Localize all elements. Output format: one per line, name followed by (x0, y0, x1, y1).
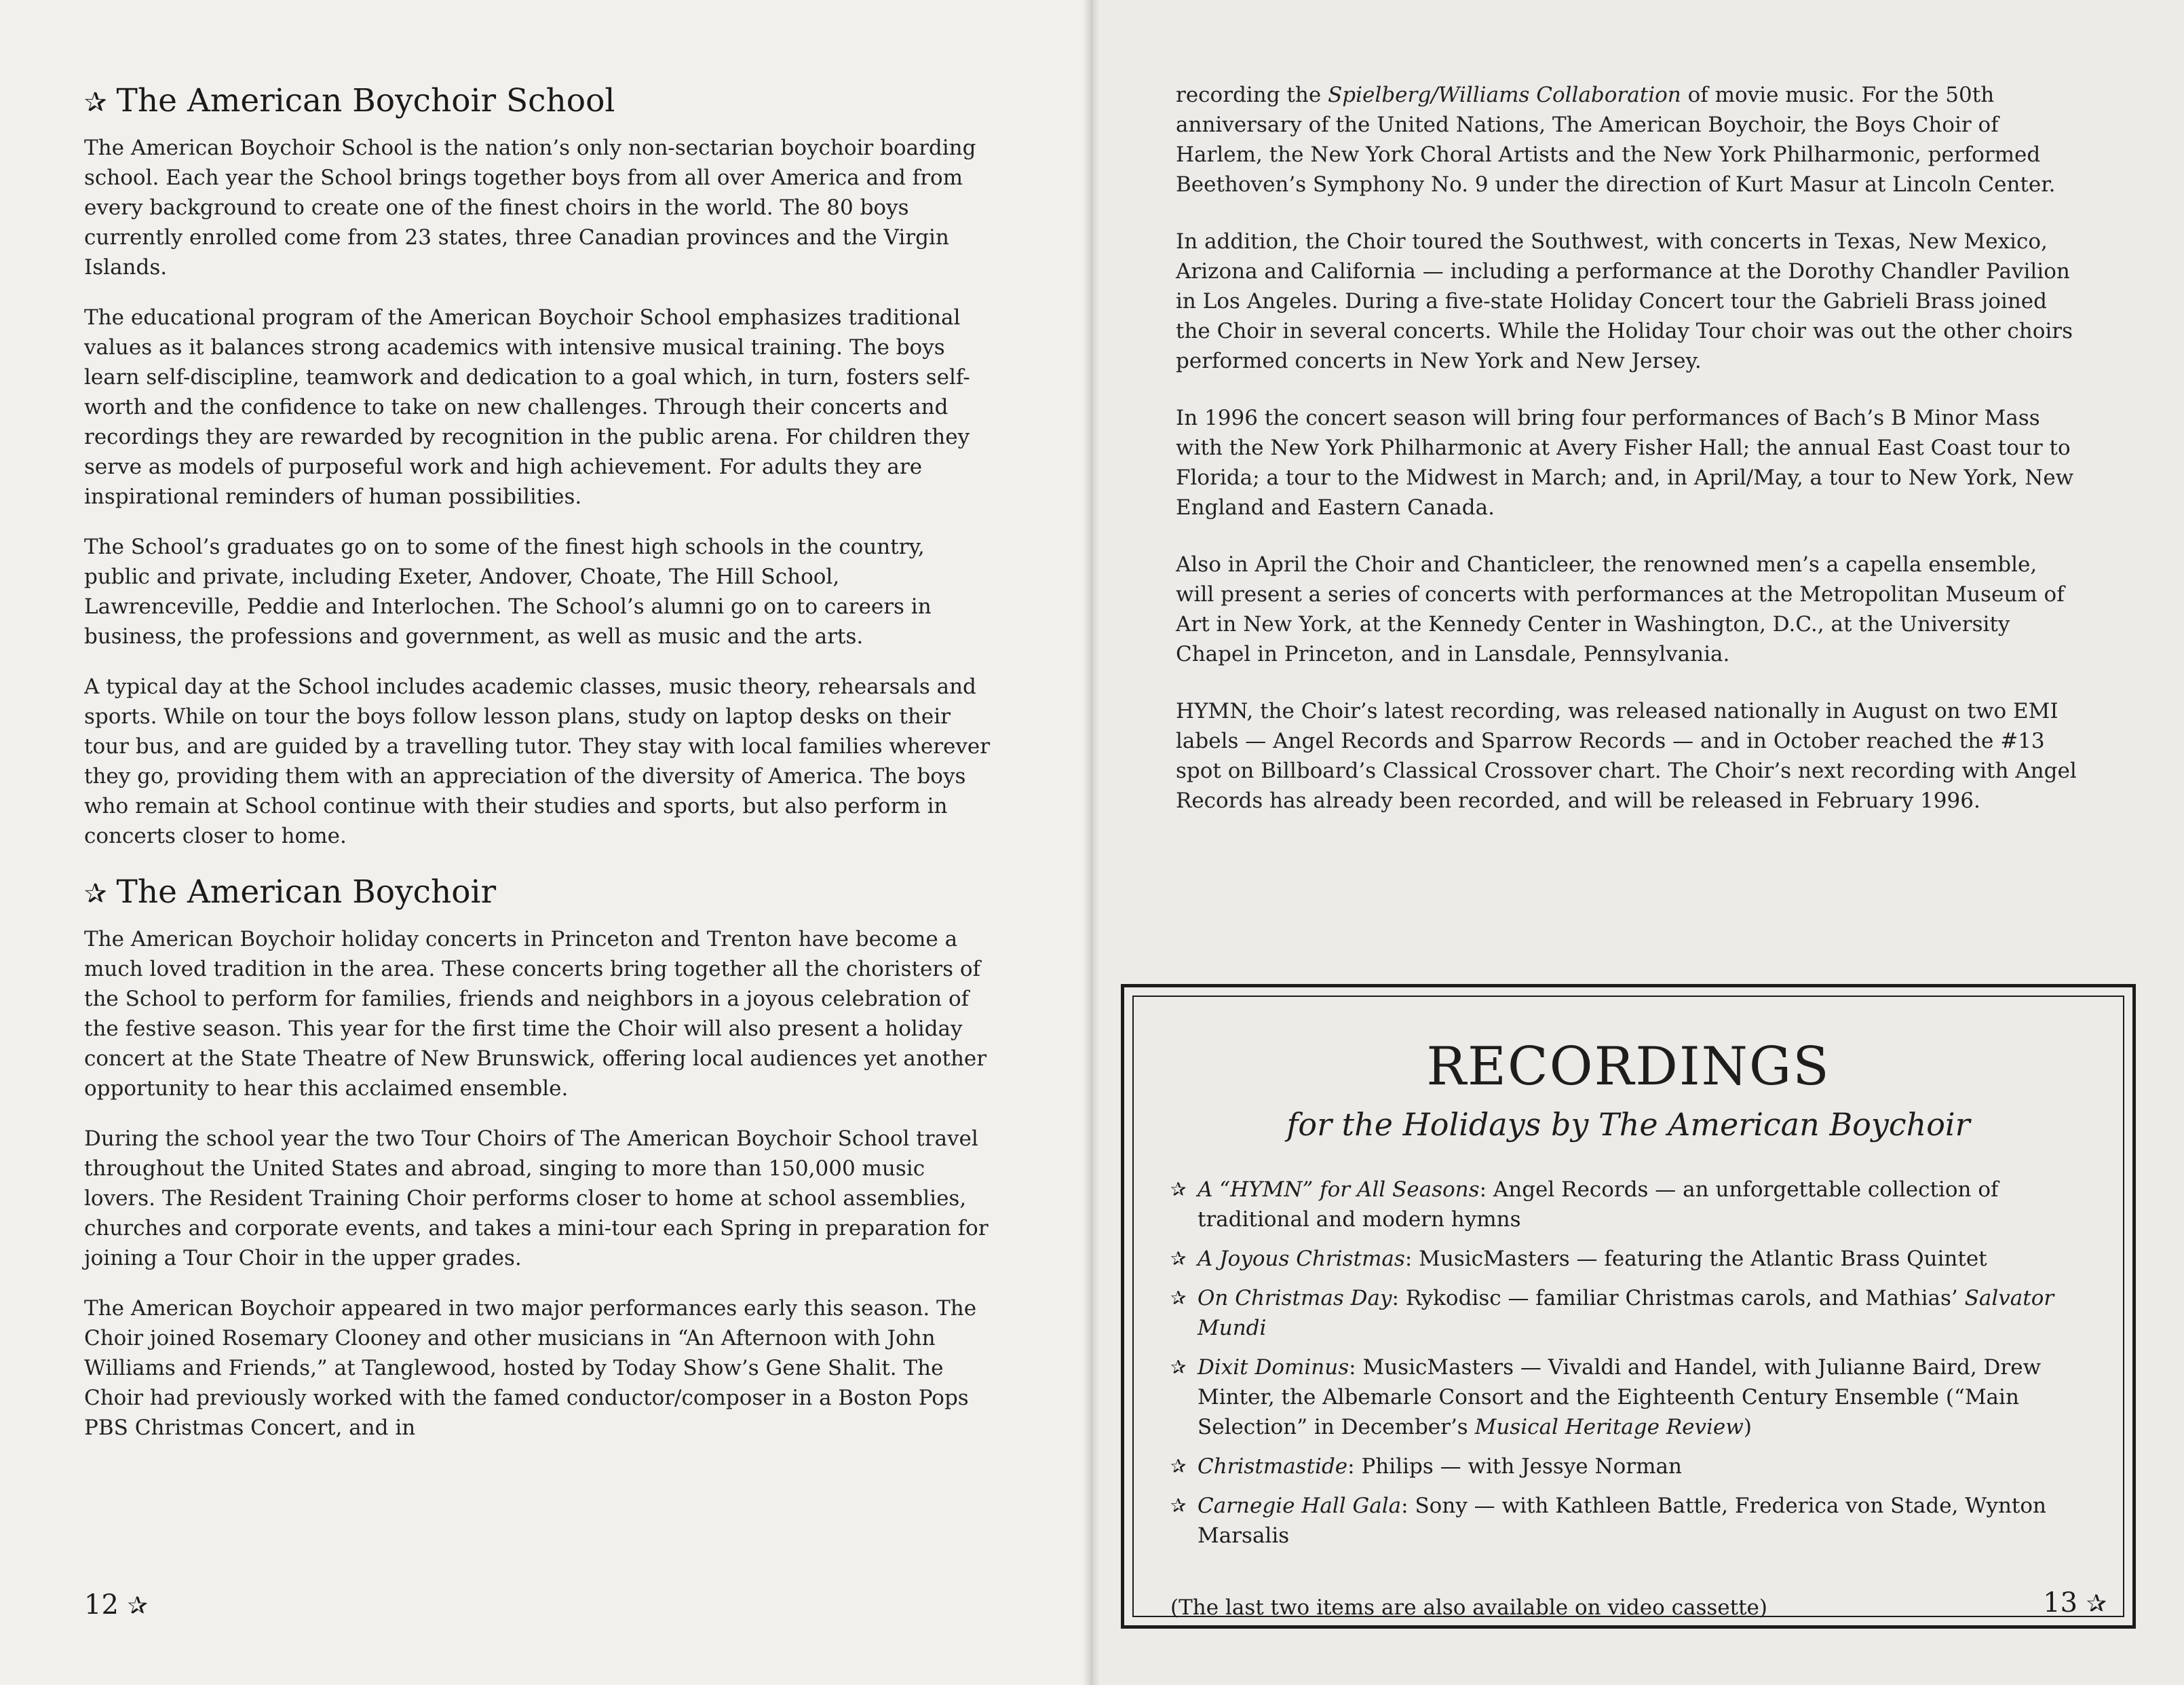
paragraph: Also in April the Choir and Chanticleer, the renowned men’s a capella ensemble, will present a series of concerts with performances at the Metropolitan Museum of Art in New York, at the Kennedy Center in Washington, D.C., at the University Chapel in Princeton, and in Lansdale, Pennsylvania. (1176, 552, 2065, 666)
paragraph: The educational program of the American Boychoir School emphasizes traditional values as it balances strong academics with intensive musical training. The boys learn self-discipline, teamwork and dedication to a goal which, in turn, fosters self-worth and the confidence to take on new challenges. Through their concerts and recordings they are rewarded by recognition in the public arena. For children they serve as models of purposeful work and high achievement. For adults they are inspirational reminders of human possibilities. (84, 305, 970, 509)
paragraph: A typical day at the School includes academic classes, music theory, rehearsals and sports. While on tour the boys follow lesson plans, study on laptop desks on their tour bus, and are guided by a travelling tutor. They stay with local families wherever they go, providing them with an appreciation of the diversity of America. The boys who remain at School continue with their studies and sports, but also perform in concerts closer to home. (84, 675, 991, 848)
star-icon: ✰ (1170, 1455, 1187, 1477)
recordings-subtitle: for the Holidays by The American Boychoir (1286, 1106, 1970, 1143)
list-item: ✰ Dixit Dominus: MusicMasters — Vivaldi and Handel, with Julianne Baird, Drew Minter, the Albemarle Consort and the Eighteenth Century Ensemble (“Main Selection” in December’s Musical Heritage Review) (1170, 1352, 2093, 1442)
paragraph: recording the Spielberg/Williams Collaboration of movie music. For the 50th anniversary of the United Nations, The American Boychoir, the Boys Choir of Harlem, the New York Choral Artists and the New York Philharmonic, performed Beethoven’s Symphony No. 9 under the direction of Kurt Masur at Lincoln Center. (1176, 83, 2056, 197)
star-icon: ✰ (1170, 1356, 1187, 1378)
star-icon: ✰ (2086, 1590, 2107, 1618)
star-icon: ✰ (127, 1592, 148, 1620)
recordings-inner-border (1132, 996, 2124, 1620)
list-item: ✰ Carnegie Hall Gala: Sony — with Kathleen Battle, Frederica von Stade, Wynton Marsalis (1170, 1491, 2093, 1551)
recordings-list (1170, 1175, 2093, 1560)
recordings-note: (The last two items are also available on video cassette) (1170, 1595, 1767, 1620)
star-icon: ✰ (1170, 1494, 1187, 1517)
paragraph: In addition, the Choir toured the Southwest, with concerts in Texas, New Mexico, Arizona and California — including a performance at the Dorothy Chandler Pavilion in Los Angeles. During a five-state Holiday Concert tour the Gabrieli Brass joined the Choir in several concerts. While the Holiday Tour choir was out the other choirs performed concerts in New York and New Jersey. (1176, 229, 2073, 373)
paragraph: The School’s graduates go on to some of the finest high schools in the country, public and private, including Exeter, Andover, Choate, The Hill School, Lawrenceville, Peddie and Interlochen. The School’s alumni go on to careers in business, the professions and government, as well as music and the arts. (84, 535, 932, 649)
list-item: ✰ A Joyous Christmas: MusicMasters — featuring the Atlantic Brass Quintet (1170, 1244, 2093, 1274)
page-number-right: 13 ✰ (2043, 1587, 2107, 1618)
list-item: ✰ A “HYMN” for All Seasons: Angel Records — an unforgettable collection of traditional and modern hymns (1170, 1175, 2093, 1234)
star-icon: ✰ (1170, 1247, 1187, 1270)
paragraph: The American Boychoir School is the nation’s only non-sectarian boychoir boarding school. Each year the School brings together boys from all over America and from every background to create one of the finest choirs in the world. The 80 boys currently enrolled come from 23 states, three Canadian provinces and the Virgin Islands. (84, 136, 976, 280)
star-icon: ✰ (84, 878, 107, 909)
paragraph: HYMN, the Choir’s latest recording, was released nationally in August on two EMI labels — Angel Records and Sparrow Records — and in October reached the #13 spot on Billboard’s Classical Crossover chart. The Choir’s next recording with Angel Records has already been recorded, and will be released in February 1996. (1176, 699, 2077, 813)
paragraph: The American Boychoir holiday concerts in Princeton and Trenton have become a much loved tradition in the area. These concerts bring together all the choristers of the School to perform for families, friends and neighbors in a joyous celebration of the festive season. This year for the first time the Choir will also present a holiday concert at the State Theatre of New Brunswick, offering local audiences yet another opportunity to hear this acclaimed ensemble. (84, 927, 987, 1101)
paragraph: The American Boychoir appeared in two major performances early this season. The Choir joined Rosemary Clooney and other musicians in “An Afternoon with John Williams and Friends,” at Tanglewood, hosted by Today Show’s Gene Shalit. The Choir had previously worked with the famed conductor/composer in a Boston Pops PBS Christmas Concert, and in (84, 1296, 977, 1440)
star-icon: ✰ (1170, 1287, 1187, 1309)
paragraph: During the school year the two Tour Choirs of The American Boychoir School travel throughout the United States and abroad, singing to more than 150,000 music lovers. The Resident Training Choir performs closer to home at school assemblies, churches and corporate events, and takes a mini-tour each Spring in preparation for joining a Tour Choir in the upper grades. (84, 1127, 989, 1270)
list-item: ✰ On Christmas Day: Rykodisc — familiar Christmas carols, and Mathias’ Salvator Mundi (1170, 1283, 2093, 1343)
section-heading-boychoir: ✰ The American Boychoir (84, 873, 497, 911)
list-item: ✰ Christmastide: Philips — with Jessye Norman (1170, 1452, 2093, 1481)
page-number-left: 12 ✰ (84, 1589, 148, 1621)
right-column (1176, 80, 2078, 843)
recordings-box (1121, 984, 2136, 1629)
star-icon: ✰ (1170, 1178, 1187, 1200)
section-heading-boychoir-school: ✰ The American Boychoir School (84, 82, 615, 119)
paragraph: In 1996 the concert season will bring four performances of Bach’s B Minor Mass with the New York Philharmonic at Avery Fisher Hall; the annual East Coast tour to Florida; a tour to the Midwest in March; and, in April/May, a tour to New York, New England and Eastern Canada. (1176, 406, 2074, 520)
left-column (84, 80, 993, 1463)
recordings-title: RECORDINGS (1426, 1036, 1831, 1097)
star-icon: ✰ (84, 87, 107, 118)
